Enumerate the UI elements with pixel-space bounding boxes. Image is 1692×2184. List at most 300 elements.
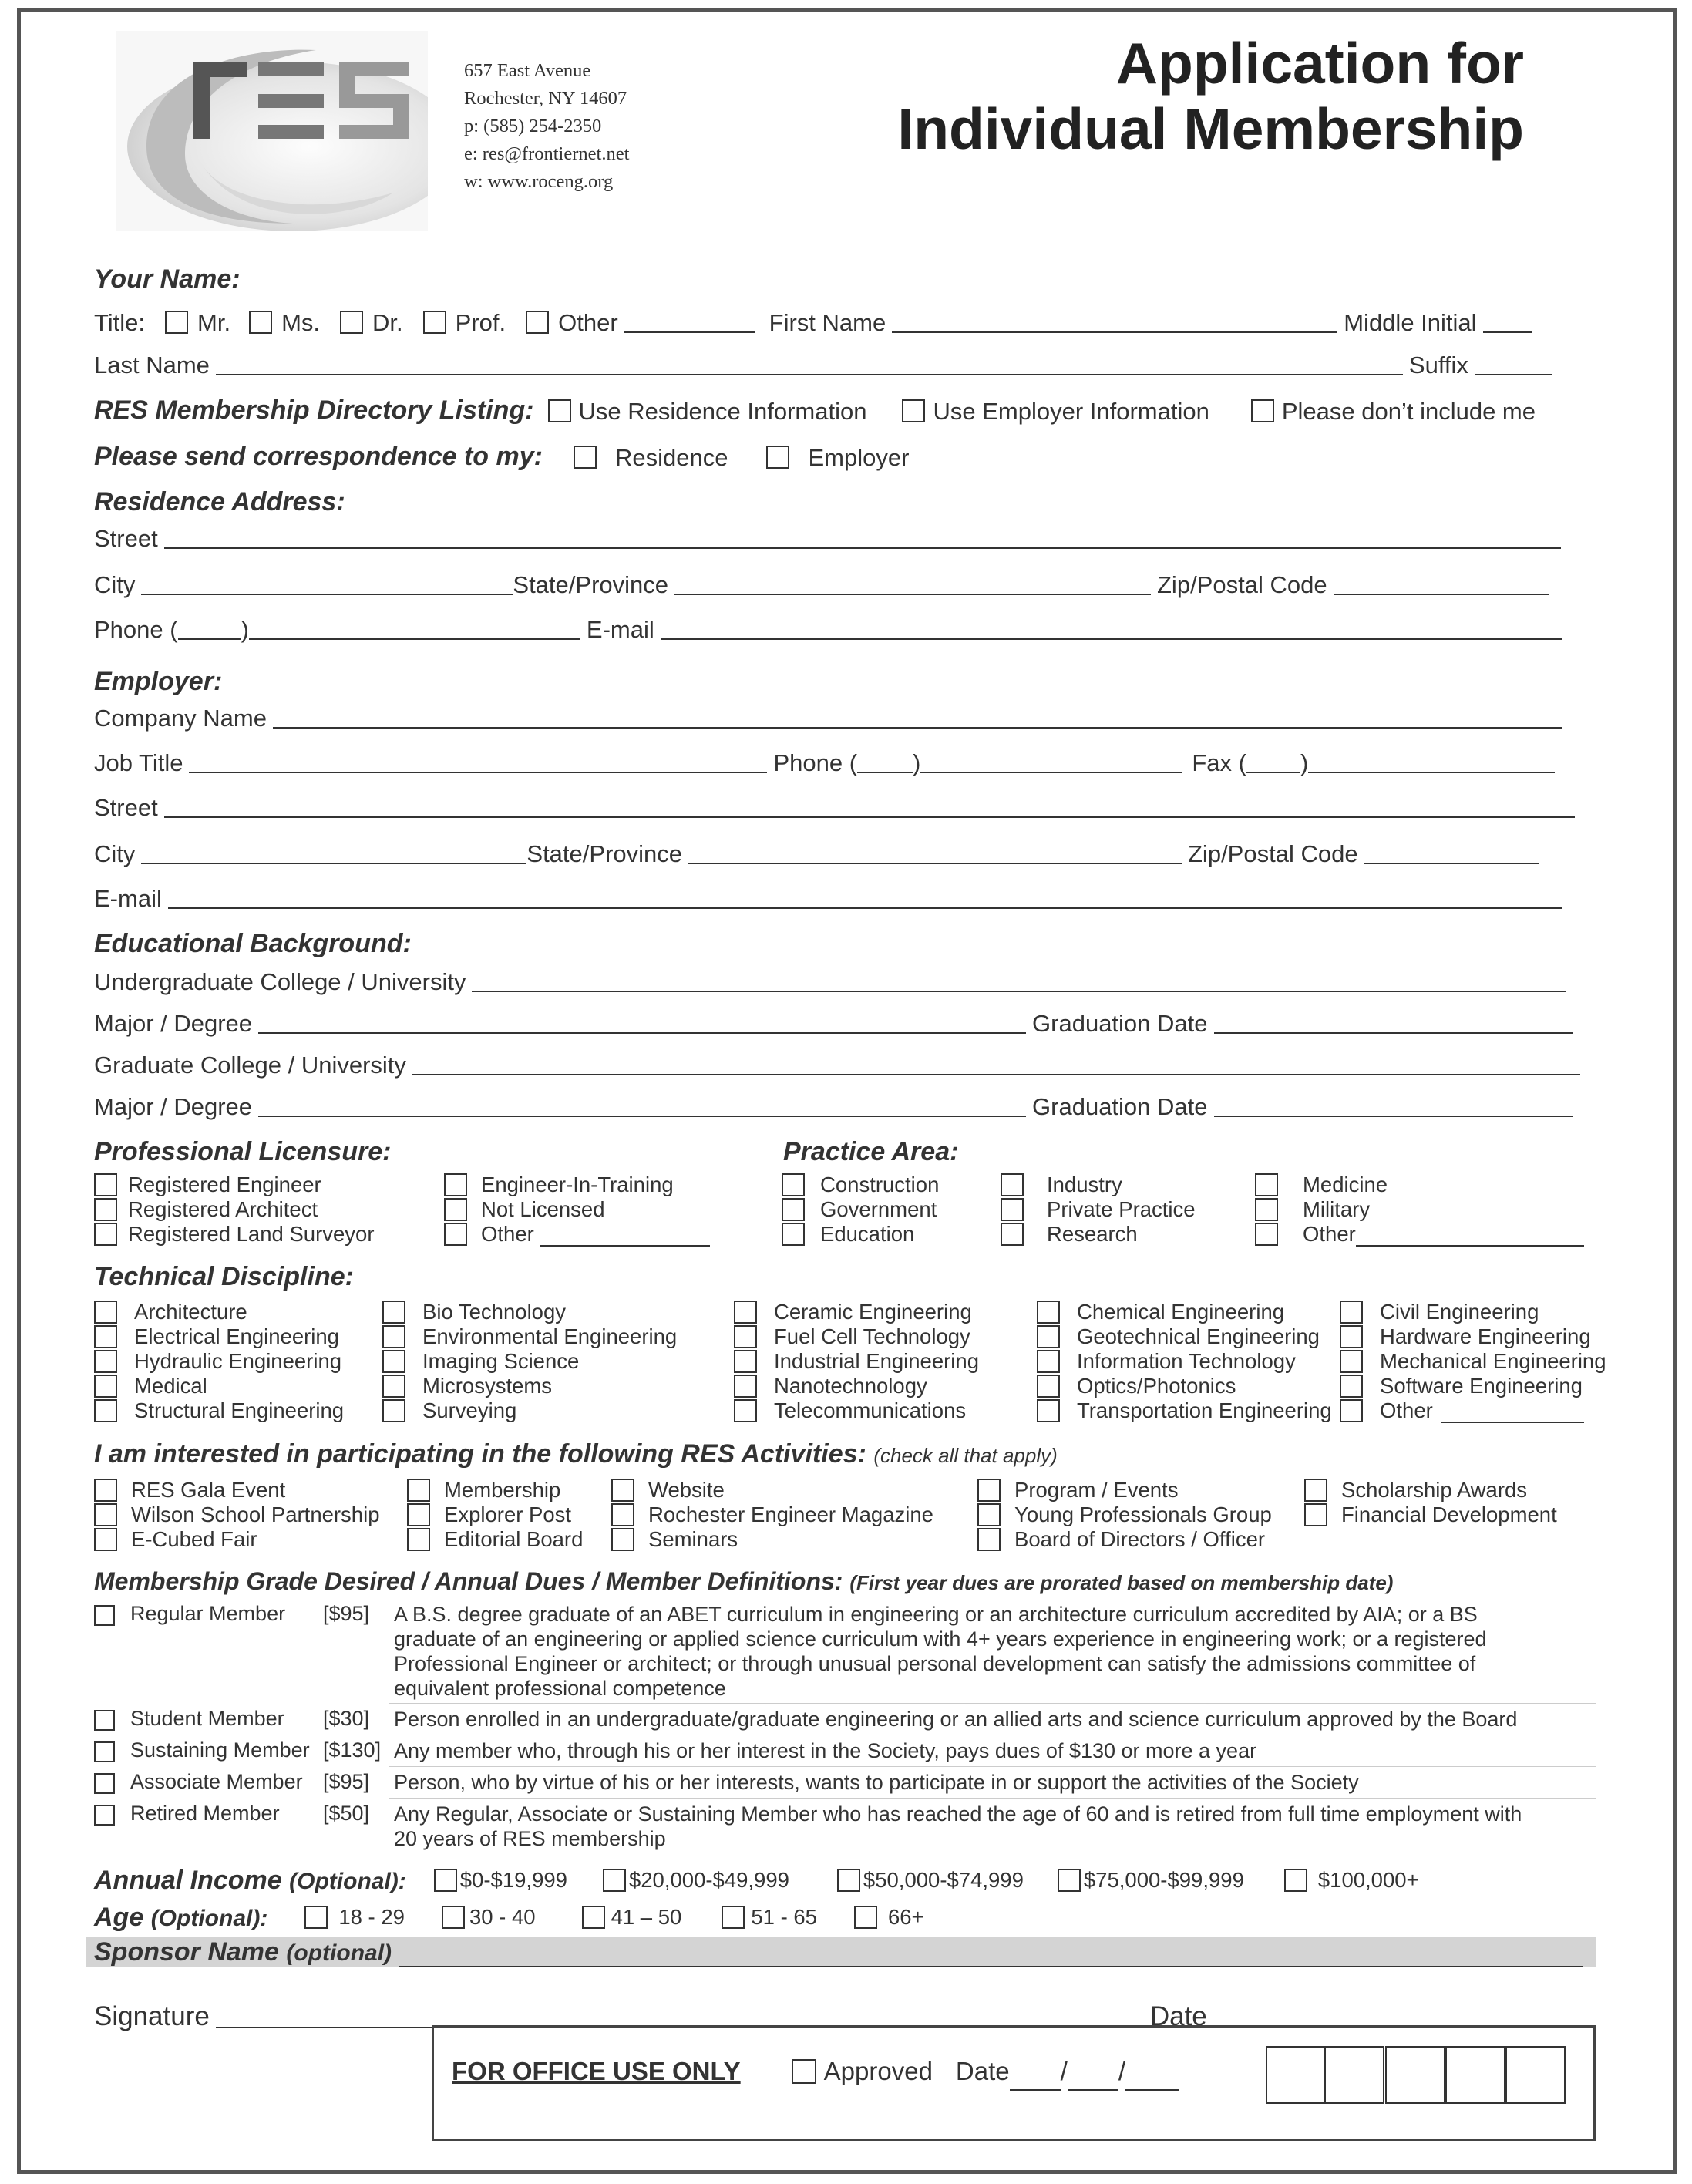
employer-email-row — [94, 880, 1568, 913]
associate-member-checkbox[interactable] — [94, 1773, 115, 1794]
state-label: State/Province — [513, 571, 668, 598]
undergrad-row — [94, 964, 1573, 996]
use-residence-checkbox[interactable] — [548, 399, 571, 422]
discipline-option[interactable] — [734, 1300, 972, 1324]
discipline-option[interactable] — [1037, 1374, 1236, 1398]
prof-label: Prof. — [455, 309, 506, 336]
option-label: E-Cubed Fair — [131, 1527, 257, 1551]
checkbox[interactable] — [1340, 1301, 1363, 1324]
income-2-checkbox[interactable] — [837, 1869, 860, 1892]
checkbox[interactable] — [782, 1223, 805, 1246]
activities-option[interactable] — [407, 1503, 571, 1527]
divider — [389, 1766, 1596, 1767]
residence-city-field[interactable] — [141, 572, 513, 595]
discipline-option[interactable] — [734, 1324, 970, 1349]
retired-member-row: Retired Member [$50] Any Regular, Associate or Sustaining Member who has reached the age of 60 and is retired from full time employment with 20 years of RES membership — [94, 1802, 1550, 1851]
office-use-label: FOR OFFICE USE ONLY — [452, 2057, 741, 2085]
checkbox[interactable] — [94, 1350, 117, 1373]
residence-label: Residence — [614, 444, 728, 471]
employer-email-label: E-mail — [94, 885, 162, 912]
fax-field[interactable] — [1308, 750, 1555, 773]
checkbox[interactable] — [782, 1173, 805, 1196]
mr-checkbox[interactable] — [165, 311, 188, 334]
option-label: Board of Directors / Officer — [1014, 1527, 1266, 1551]
residence-state-field[interactable] — [674, 572, 1151, 595]
suffix-label: Suffix — [1408, 352, 1468, 379]
checkbox[interactable] — [734, 1350, 757, 1373]
option-label: Other — [1380, 1398, 1433, 1422]
checkbox[interactable] — [94, 1198, 117, 1221]
checkbox[interactable] — [382, 1325, 405, 1348]
checkbox[interactable] — [1340, 1325, 1363, 1348]
option-label: Structural Engineering — [134, 1398, 345, 1422]
your-name-heading: Your Name: — [94, 264, 241, 294]
activities-option[interactable] — [94, 1527, 257, 1552]
activities-option[interactable] — [611, 1478, 725, 1503]
medicine-option[interactable]: Medicine — [1255, 1173, 1388, 1197]
office-box-1[interactable] — [1266, 2046, 1326, 2104]
correspondence-heading: Please send correspondence to my: — [94, 442, 543, 471]
major2-field[interactable] — [258, 1094, 1026, 1117]
checkbox[interactable] — [382, 1350, 405, 1373]
student-member-row: Student Member [$30] Person enrolled in an undergraduate/graduate engineering or an allied arts and science curriculum approved by the Board — [94, 1707, 1550, 1731]
divider — [389, 1703, 1596, 1704]
income-1-checkbox[interactable] — [603, 1869, 626, 1892]
option-label: Scholarship Awards — [1341, 1478, 1528, 1502]
registered-architect-option[interactable]: Registered Architect — [94, 1197, 318, 1222]
checkbox[interactable] — [1304, 1479, 1327, 1502]
practice-heading: Practice Area: — [783, 1137, 959, 1166]
mr-label: Mr. — [197, 309, 231, 336]
discipline-option[interactable] — [1340, 1374, 1583, 1398]
checkbox[interactable] — [1037, 1375, 1060, 1398]
first-name-field[interactable] — [892, 310, 1337, 333]
signature-label: Signature — [94, 2001, 210, 2031]
checkbox[interactable] — [1255, 1223, 1278, 1246]
discipline-option[interactable] — [1340, 1300, 1539, 1324]
age-row: Age (Optional): 18 - 29 30 - 40 41 – 50 51 - 65 66+ — [94, 1902, 924, 1932]
discipline-option[interactable] — [94, 1398, 344, 1423]
activities-option[interactable] — [977, 1503, 1272, 1527]
employer-phone-label: Phone ( — [773, 749, 858, 776]
directory-row — [94, 393, 1536, 426]
title-label: Title: — [94, 309, 146, 336]
checkbox[interactable] — [94, 1325, 117, 1348]
discipline-option[interactable] — [734, 1374, 927, 1398]
research-option[interactable]: Research — [1001, 1222, 1138, 1247]
dr-label: Dr. — [372, 309, 403, 336]
option-label: Microsystems — [422, 1374, 553, 1398]
checkbox[interactable] — [94, 1173, 117, 1196]
dont-include-checkbox[interactable] — [1251, 399, 1274, 422]
city-label: City — [94, 571, 136, 598]
phone-line: p: (585) 254-2350 — [464, 116, 602, 136]
checkbox[interactable] — [782, 1198, 805, 1221]
checkbox[interactable] — [1340, 1399, 1363, 1422]
residence-phone-row: Phone ( ) E-mail — [94, 611, 1569, 644]
checkbox[interactable] — [1340, 1375, 1363, 1398]
registered-engineer-option[interactable]: Registered Engineer — [94, 1173, 321, 1197]
checkbox[interactable] — [1001, 1173, 1024, 1196]
use-employer-checkbox[interactable] — [902, 399, 925, 422]
checkbox[interactable] — [94, 1375, 117, 1398]
checkbox[interactable] — [611, 1528, 634, 1551]
discipline-option[interactable] — [734, 1398, 966, 1423]
option-label: Information Technology — [1077, 1349, 1296, 1373]
activities-option[interactable] — [977, 1478, 1178, 1503]
employer-email-field[interactable] — [168, 886, 1562, 909]
sponsor-row — [94, 1937, 1583, 1967]
student-member-checkbox[interactable] — [94, 1710, 115, 1731]
zip-label: Zip/Postal Code — [1157, 571, 1327, 598]
age-3-checkbox[interactable] — [722, 1906, 745, 1929]
undergrad-field[interactable] — [472, 969, 1566, 992]
address-block — [464, 57, 629, 196]
approved-checkbox[interactable] — [792, 2059, 816, 2084]
use-employer-label: Use Employer Information — [933, 398, 1209, 425]
activities-option[interactable] — [611, 1503, 933, 1527]
option-label: Ceramic Engineering — [774, 1300, 972, 1324]
discipline-option[interactable] — [94, 1374, 207, 1398]
checkbox[interactable] — [1340, 1350, 1363, 1373]
discipline-option[interactable] — [94, 1324, 339, 1349]
address-line: Rochester, NY 14607 — [464, 88, 627, 109]
option-label: Telecommunications — [774, 1398, 967, 1422]
option-label: Chemical Engineering — [1077, 1300, 1285, 1324]
employer-city-row — [94, 836, 1545, 868]
practice-other-field[interactable] — [1356, 1227, 1584, 1247]
checkbox[interactable] — [382, 1375, 405, 1398]
dr-checkbox[interactable] — [340, 311, 363, 334]
approved-label: Approved — [823, 2057, 933, 2085]
age-4-checkbox[interactable] — [854, 1906, 877, 1929]
grad-date2-field[interactable] — [1214, 1094, 1573, 1117]
discipline-heading: Technical Discipline: — [94, 1262, 354, 1291]
option-label: Fuel Cell Technology — [774, 1324, 970, 1348]
res-logo — [116, 31, 428, 231]
residence-checkbox[interactable] — [574, 446, 597, 469]
checkbox[interactable] — [407, 1479, 430, 1502]
grad-field[interactable] — [412, 1052, 1580, 1075]
checkbox[interactable] — [407, 1503, 430, 1526]
address-line: 657 East Avenue — [464, 60, 591, 81]
last-name-field[interactable] — [216, 352, 1403, 375]
checkbox[interactable] — [382, 1399, 405, 1422]
correspondence-row — [94, 439, 909, 472]
licensure-other-option[interactable]: Other — [444, 1222, 710, 1247]
checkbox[interactable] — [94, 1479, 117, 1502]
registered-land-surveyor-option[interactable]: Registered Land Surveyor — [94, 1222, 375, 1247]
middle-initial-label: Middle Initial — [1344, 309, 1477, 336]
employer-street-row — [94, 789, 1581, 822]
office-date-month[interactable] — [1010, 2068, 1061, 2091]
checkbox[interactable] — [611, 1479, 634, 1502]
dont-include-label: Please don’t include me — [1281, 398, 1536, 425]
option-label: Program / Events — [1014, 1478, 1179, 1502]
use-residence-label: Use Residence Information — [578, 398, 867, 425]
checkbox[interactable] — [734, 1375, 757, 1398]
income-4-checkbox[interactable] — [1284, 1869, 1307, 1892]
education-heading: Educational Background: — [94, 929, 412, 958]
option-label: Editorial Board — [444, 1527, 584, 1551]
income-0-checkbox[interactable] — [434, 1869, 457, 1892]
discipline-option[interactable] — [382, 1374, 552, 1398]
residence-street-field[interactable] — [164, 526, 1561, 549]
discipline-option[interactable] — [1340, 1349, 1606, 1374]
checkbox[interactable] — [444, 1173, 467, 1196]
option-label: Transportation Engineering — [1077, 1398, 1332, 1422]
regular-member-checkbox[interactable] — [94, 1605, 115, 1626]
licensure-heading: Professional Licensure: — [94, 1137, 392, 1166]
discipline-option[interactable] — [1037, 1324, 1320, 1349]
residence-zip-field[interactable] — [1334, 572, 1549, 595]
checkbox[interactable] — [1037, 1301, 1060, 1324]
fax-label: Fax ( — [1192, 749, 1246, 776]
fax-area-code-field[interactable] — [1246, 750, 1300, 773]
ms-label: Ms. — [281, 309, 321, 336]
checkbox[interactable] — [1037, 1325, 1060, 1348]
checkbox[interactable] — [734, 1301, 757, 1324]
industry-option[interactable]: Industry — [1001, 1173, 1122, 1197]
option-label: Civil Engineering — [1380, 1300, 1539, 1324]
last-name-label: Last Name — [94, 352, 210, 379]
other-title-field[interactable] — [624, 310, 755, 333]
residence-area-code-field[interactable] — [178, 617, 241, 640]
signature-date-label: Date — [1149, 2001, 1207, 2031]
directory-heading: RES Membership Directory Listing: — [94, 395, 534, 425]
major2-row — [94, 1089, 1579, 1121]
checkbox[interactable] — [1037, 1350, 1060, 1373]
option-label: RES Gala Event — [131, 1478, 286, 1502]
engineer-in-training-option[interactable]: Engineer-In-Training — [444, 1173, 674, 1197]
employer-state-field[interactable] — [688, 841, 1182, 864]
option-label: Electrical Engineering — [134, 1324, 339, 1348]
checkbox[interactable] — [1001, 1198, 1024, 1221]
grad-row — [94, 1047, 1586, 1079]
checkbox[interactable] — [1001, 1223, 1024, 1246]
checkbox[interactable] — [1037, 1399, 1060, 1422]
option-label: Explorer Post — [444, 1503, 572, 1526]
age-heading: Age (Optional): — [94, 1902, 268, 1932]
practice-other-option[interactable]: Other — [1255, 1222, 1584, 1247]
employer-zip-label: Zip/Postal Code — [1188, 840, 1358, 867]
option-label: Financial Development — [1341, 1503, 1557, 1526]
undergrad-label: Undergraduate College / University — [94, 968, 466, 995]
residence-city-row — [94, 567, 1556, 599]
checkbox[interactable] — [611, 1503, 634, 1526]
option-label: Wilson School Partnership — [131, 1503, 380, 1526]
retired-member-checkbox[interactable] — [94, 1805, 115, 1826]
option-label: Bio Technology — [422, 1300, 567, 1324]
discipline-option[interactable] — [382, 1398, 516, 1423]
checkbox[interactable] — [94, 1399, 117, 1422]
option-label: Hardware Engineering — [1380, 1324, 1591, 1348]
job-title-label: Job Title — [94, 749, 183, 776]
grad-date1-label: Graduation Date — [1032, 1010, 1208, 1037]
major1-row — [94, 1005, 1579, 1038]
option-label: Hydraulic Engineering — [134, 1349, 342, 1373]
checkbox[interactable] — [734, 1325, 757, 1348]
major2-label: Major / Degree — [94, 1093, 253, 1120]
residence-phone-field[interactable] — [249, 617, 580, 640]
suffix-field[interactable] — [1475, 352, 1552, 375]
checkbox[interactable] — [977, 1528, 1001, 1551]
office-box-3[interactable] — [1385, 2046, 1445, 2104]
discipline-option[interactable] — [382, 1349, 579, 1374]
checkbox[interactable] — [94, 1528, 117, 1551]
construction-option[interactable]: Construction — [782, 1173, 939, 1197]
option-label: Seminars — [648, 1527, 738, 1551]
residence-email-field[interactable] — [661, 617, 1562, 640]
grad-date2-label: Graduation Date — [1032, 1093, 1208, 1120]
employer-zip-field[interactable] — [1364, 841, 1539, 864]
employer-heading: Employer: — [94, 667, 223, 696]
activities-option[interactable] — [1304, 1478, 1527, 1503]
option-label: Imaging Science — [422, 1349, 580, 1373]
activities-option[interactable] — [611, 1527, 738, 1552]
option-label: Environmental Engineering — [422, 1324, 678, 1348]
discipline-option[interactable] — [382, 1300, 566, 1324]
employer-city-label: City — [94, 840, 136, 867]
checkbox[interactable] — [94, 1301, 117, 1324]
other-title-checkbox[interactable] — [526, 311, 549, 334]
checkbox[interactable] — [977, 1479, 1001, 1502]
last-name-row — [94, 347, 1558, 379]
education-option[interactable]: Education — [782, 1222, 914, 1247]
discipline-option[interactable] — [734, 1349, 979, 1374]
checkbox[interactable] — [1255, 1173, 1278, 1196]
discipline-other-field[interactable] — [1441, 1403, 1584, 1423]
checkbox[interactable] — [94, 1503, 117, 1526]
not-licensed-option[interactable]: Not Licensed — [444, 1197, 605, 1222]
employer-phone-field[interactable] — [920, 750, 1182, 773]
residence-street-row — [94, 520, 1567, 553]
residence-address-heading: Residence Address: — [94, 487, 345, 517]
sustaining-member-checkbox[interactable] — [94, 1741, 115, 1762]
activities-option[interactable] — [94, 1503, 380, 1527]
job-row: Job Title Phone ( ) Fax ( ) — [94, 745, 1561, 777]
checkbox[interactable] — [407, 1528, 430, 1551]
first-name-label: First Name — [769, 309, 886, 336]
checkbox[interactable] — [1304, 1503, 1327, 1526]
employer-street-label: Street — [94, 794, 158, 821]
checkbox[interactable] — [444, 1223, 467, 1246]
major1-field[interactable] — [258, 1011, 1026, 1034]
company-field[interactable] — [273, 705, 1562, 729]
discipline-option[interactable] — [94, 1300, 247, 1324]
office-date-year[interactable] — [1125, 2068, 1179, 2091]
email-line: e: res@frontiernet.net — [464, 143, 630, 164]
activities-option[interactable] — [94, 1478, 285, 1503]
discipline-option[interactable] — [1340, 1398, 1584, 1423]
divider — [389, 1798, 1596, 1799]
option-label: Nanotechnology — [774, 1374, 927, 1398]
page-title: Application for Individual Membership — [897, 31, 1524, 161]
option-label: Mechanical Engineering — [1380, 1349, 1606, 1373]
associate-member-row: Associate Member [$95] Person, who by virtue of his or her interests, wants to participate in or support the activities of the Society — [94, 1770, 1550, 1795]
age-0-checkbox[interactable] — [304, 1906, 328, 1929]
discipline-option[interactable] — [1037, 1300, 1284, 1324]
ms-checkbox[interactable] — [249, 311, 272, 334]
title-row — [94, 305, 1539, 337]
office-row: FOR OFFICE USE ONLY Approved Date / / — [452, 2054, 1179, 2089]
office-box-4[interactable] — [1445, 2046, 1505, 2104]
sustaining-member-row: Sustaining Member [$130] Any member who, through his or her interest in the Society, pays dues of $130 or more a year — [94, 1738, 1550, 1763]
discipline-option[interactable] — [382, 1324, 677, 1349]
age-2-checkbox[interactable] — [582, 1906, 605, 1929]
government-option[interactable]: Government — [782, 1197, 937, 1222]
prof-checkbox[interactable] — [423, 311, 446, 334]
income-heading: Annual Income (Optional): — [94, 1865, 406, 1895]
option-label: Website — [648, 1478, 725, 1502]
option-label: Software Engineering — [1380, 1374, 1583, 1398]
option-label: Rochester Engineer Magazine — [648, 1503, 933, 1526]
office-date-day[interactable] — [1068, 2068, 1118, 2091]
grad-date1-field[interactable] — [1214, 1011, 1573, 1034]
job-title-field[interactable] — [189, 750, 767, 773]
military-option[interactable]: Military — [1255, 1197, 1370, 1222]
income-3-checkbox[interactable] — [1058, 1869, 1081, 1892]
checkbox[interactable] — [444, 1198, 467, 1221]
employer-label: Employer — [808, 444, 910, 471]
option-label: Optics/Photonics — [1077, 1374, 1236, 1398]
email-label: E-mail — [586, 616, 654, 643]
private-practice-option[interactable]: Private Practice — [1001, 1197, 1196, 1222]
phone-label: Phone ( — [94, 616, 178, 643]
sponsor-label: Sponsor Name (optional) — [94, 1937, 392, 1967]
option-label: Young Professionals Group — [1014, 1503, 1272, 1526]
income-row: Annual Income (Optional): $0-$19,999 $20,000-$49,999 $50,000-$74,999 $75,000-$99,999 $100,000+ — [94, 1865, 1419, 1895]
office-box-5[interactable] — [1505, 2046, 1566, 2104]
activities-option[interactable] — [407, 1478, 560, 1503]
employer-state-label: State/Province — [526, 840, 682, 867]
employer-street-field[interactable] — [164, 795, 1575, 818]
discipline-option[interactable] — [94, 1349, 341, 1374]
discipline-option[interactable] — [1037, 1349, 1296, 1374]
street-label: Street — [94, 525, 158, 552]
option-label: Surveying — [422, 1398, 517, 1422]
office-box-2[interactable] — [1324, 2046, 1384, 2104]
checkbox[interactable] — [94, 1223, 117, 1246]
middle-initial-field[interactable] — [1483, 310, 1532, 333]
company-row — [94, 700, 1568, 732]
licensure-other-field[interactable] — [540, 1227, 710, 1247]
option-label: Architecture — [134, 1300, 247, 1324]
grad-label: Graduate College / University — [94, 1052, 406, 1079]
discipline-option[interactable] — [1037, 1398, 1332, 1423]
employer-checkbox[interactable] — [766, 446, 789, 469]
activities-option[interactable] — [1304, 1503, 1557, 1527]
employer-area-code-field[interactable] — [857, 750, 913, 773]
discipline-option[interactable] — [1340, 1324, 1591, 1349]
checkbox[interactable] — [734, 1399, 757, 1422]
website-line: w: www.roceng.org — [464, 171, 614, 192]
checkbox[interactable] — [977, 1503, 1001, 1526]
option-label: Membership — [444, 1478, 561, 1502]
membership-heading: Membership Grade Desired / Annual Dues / Member Definitions: (First year dues are prorated based on membership date) — [94, 1567, 1394, 1595]
checkbox[interactable] — [1255, 1198, 1278, 1221]
activities-option[interactable] — [977, 1527, 1265, 1552]
checkbox[interactable] — [382, 1301, 405, 1324]
age-1-checkbox[interactable] — [442, 1906, 465, 1929]
option-label: Medical — [134, 1374, 207, 1398]
office-date-label: Date — [955, 2057, 1010, 2085]
major1-label: Major / Degree — [94, 1010, 253, 1037]
employer-city-field[interactable] — [141, 841, 526, 864]
option-label: Geotechnical Engineering — [1077, 1324, 1320, 1348]
activities-option[interactable] — [407, 1527, 583, 1552]
sponsor-field[interactable] — [399, 1949, 1583, 1967]
